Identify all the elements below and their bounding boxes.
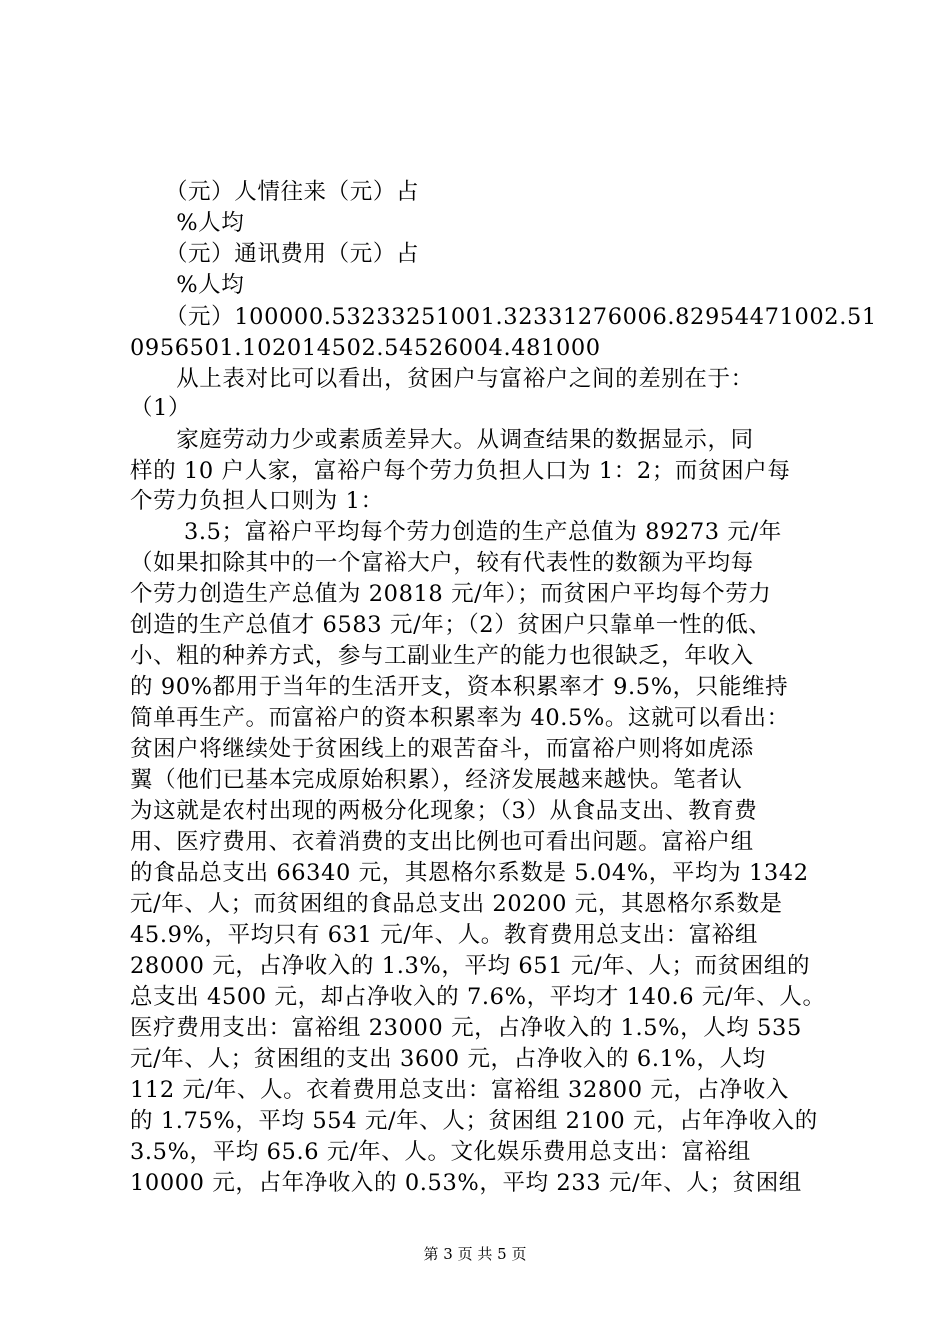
text-line: 样的 10 户人家，富裕户每个劳力负担人口为 1：2；而贫困户每 (130, 458, 791, 484)
text-line: 112 元/年、人。衣着费用总支出：富裕组 32800 元，占净收入 (130, 1077, 789, 1103)
text-line: 个劳力创造生产总值为 20818 元/年）；而贫困户平均每个劳力 (130, 581, 772, 607)
text-line: 个劳力负担人口则为 1： (130, 488, 384, 514)
text-line: 小、粗的种养方式，参与工副业生产的能力也很缺乏，年收入 (130, 643, 754, 669)
text-line: （元）人情往来（元）占 (130, 179, 420, 205)
text-line: 翼（他们已基本完成原始积累），经济发展越来越快。笔者认 (130, 767, 743, 793)
text-line: （1） (130, 395, 192, 421)
text-line: 创造的生产总值才 6583 元/年；（2）贫困户只靠单一性的低、 (130, 612, 772, 638)
text-line: 贫困户将继续处于贫困线上的艰苦奋斗，而富裕户则将如虎添 (130, 736, 754, 762)
text-line: 的 90%都用于当年的生活开支，资本积累率才 9.5%，只能维持 (130, 674, 789, 700)
text-line: 3.5；富裕户平均每个劳力创造的生产总值为 89273 元/年 (130, 519, 782, 545)
text-line: 45.9%，平均只有 631 元/年、人。教育费用总支出：富裕组 (130, 922, 759, 948)
text-line: 0956501.102014502.54526004.481000 (130, 335, 601, 361)
text-line: 的食品总支出 66340 元，其恩格尔系数是 5.04%，平均为 1342 (130, 860, 809, 886)
text-line: 家庭劳动力少或素质差异大。从调查结果的数据显示，同 (130, 427, 754, 453)
text-line: 元/年、人；贫困组的支出 3600 元，占净收入的 6.1%，人均 (130, 1046, 766, 1072)
text-line: 28000 元，占净收入的 1.3%，平均 651 元/年、人；而贫困组的 (130, 953, 811, 979)
text-line: 总支出 4500 元，却占净收入的 7.6%，平均才 140.6 元/年、人。 (130, 984, 826, 1010)
text-line: （元）100000.53233251001.32331276006.82954471002.51 (130, 304, 877, 330)
text-line: 从上表对比可以看出，贫困户与富裕户之间的差别在于： (130, 366, 754, 392)
text-line: 医疗费用支出：富裕组 23000 元，占净收入的 1.5%，人均 535 (130, 1015, 802, 1041)
text-line: 的 1.75%，平均 554 元/年、人；贫困组 2100 元，占年净收入的 (130, 1108, 818, 1134)
text-line: %人均 (130, 272, 245, 298)
text-line: 3.5%，平均 65.6 元/年、人。文化娱乐费用总支出：富裕组 (130, 1139, 751, 1165)
page-number-footer: 第 3 页 共 5 页 (423, 1245, 527, 1263)
text-line: 用、医疗费用、衣着消费的支出比例也可看出问题。富裕户组 (130, 829, 754, 855)
text-line: 元/年、人；而贫困组的食品总支出 20200 元，其恩格尔系数是 (130, 891, 783, 917)
text-line: 简单再生产。而富裕户的资本积累率为 40.5%。这就可以看出： (130, 705, 790, 731)
text-line: （如果扣除其中的一个富裕大户，较有代表性的数额为平均每 (130, 550, 754, 576)
text-line: %人均 (130, 210, 245, 236)
text-line: 为这就是农村出现的两极分化现象；（3）从食品支出、教育费 (130, 798, 758, 824)
text-line: （元）通讯费用（元）占 (130, 241, 420, 267)
text-line: 10000 元，占年净收入的 0.53%，平均 233 元/年、人；贫困组 (130, 1170, 802, 1196)
